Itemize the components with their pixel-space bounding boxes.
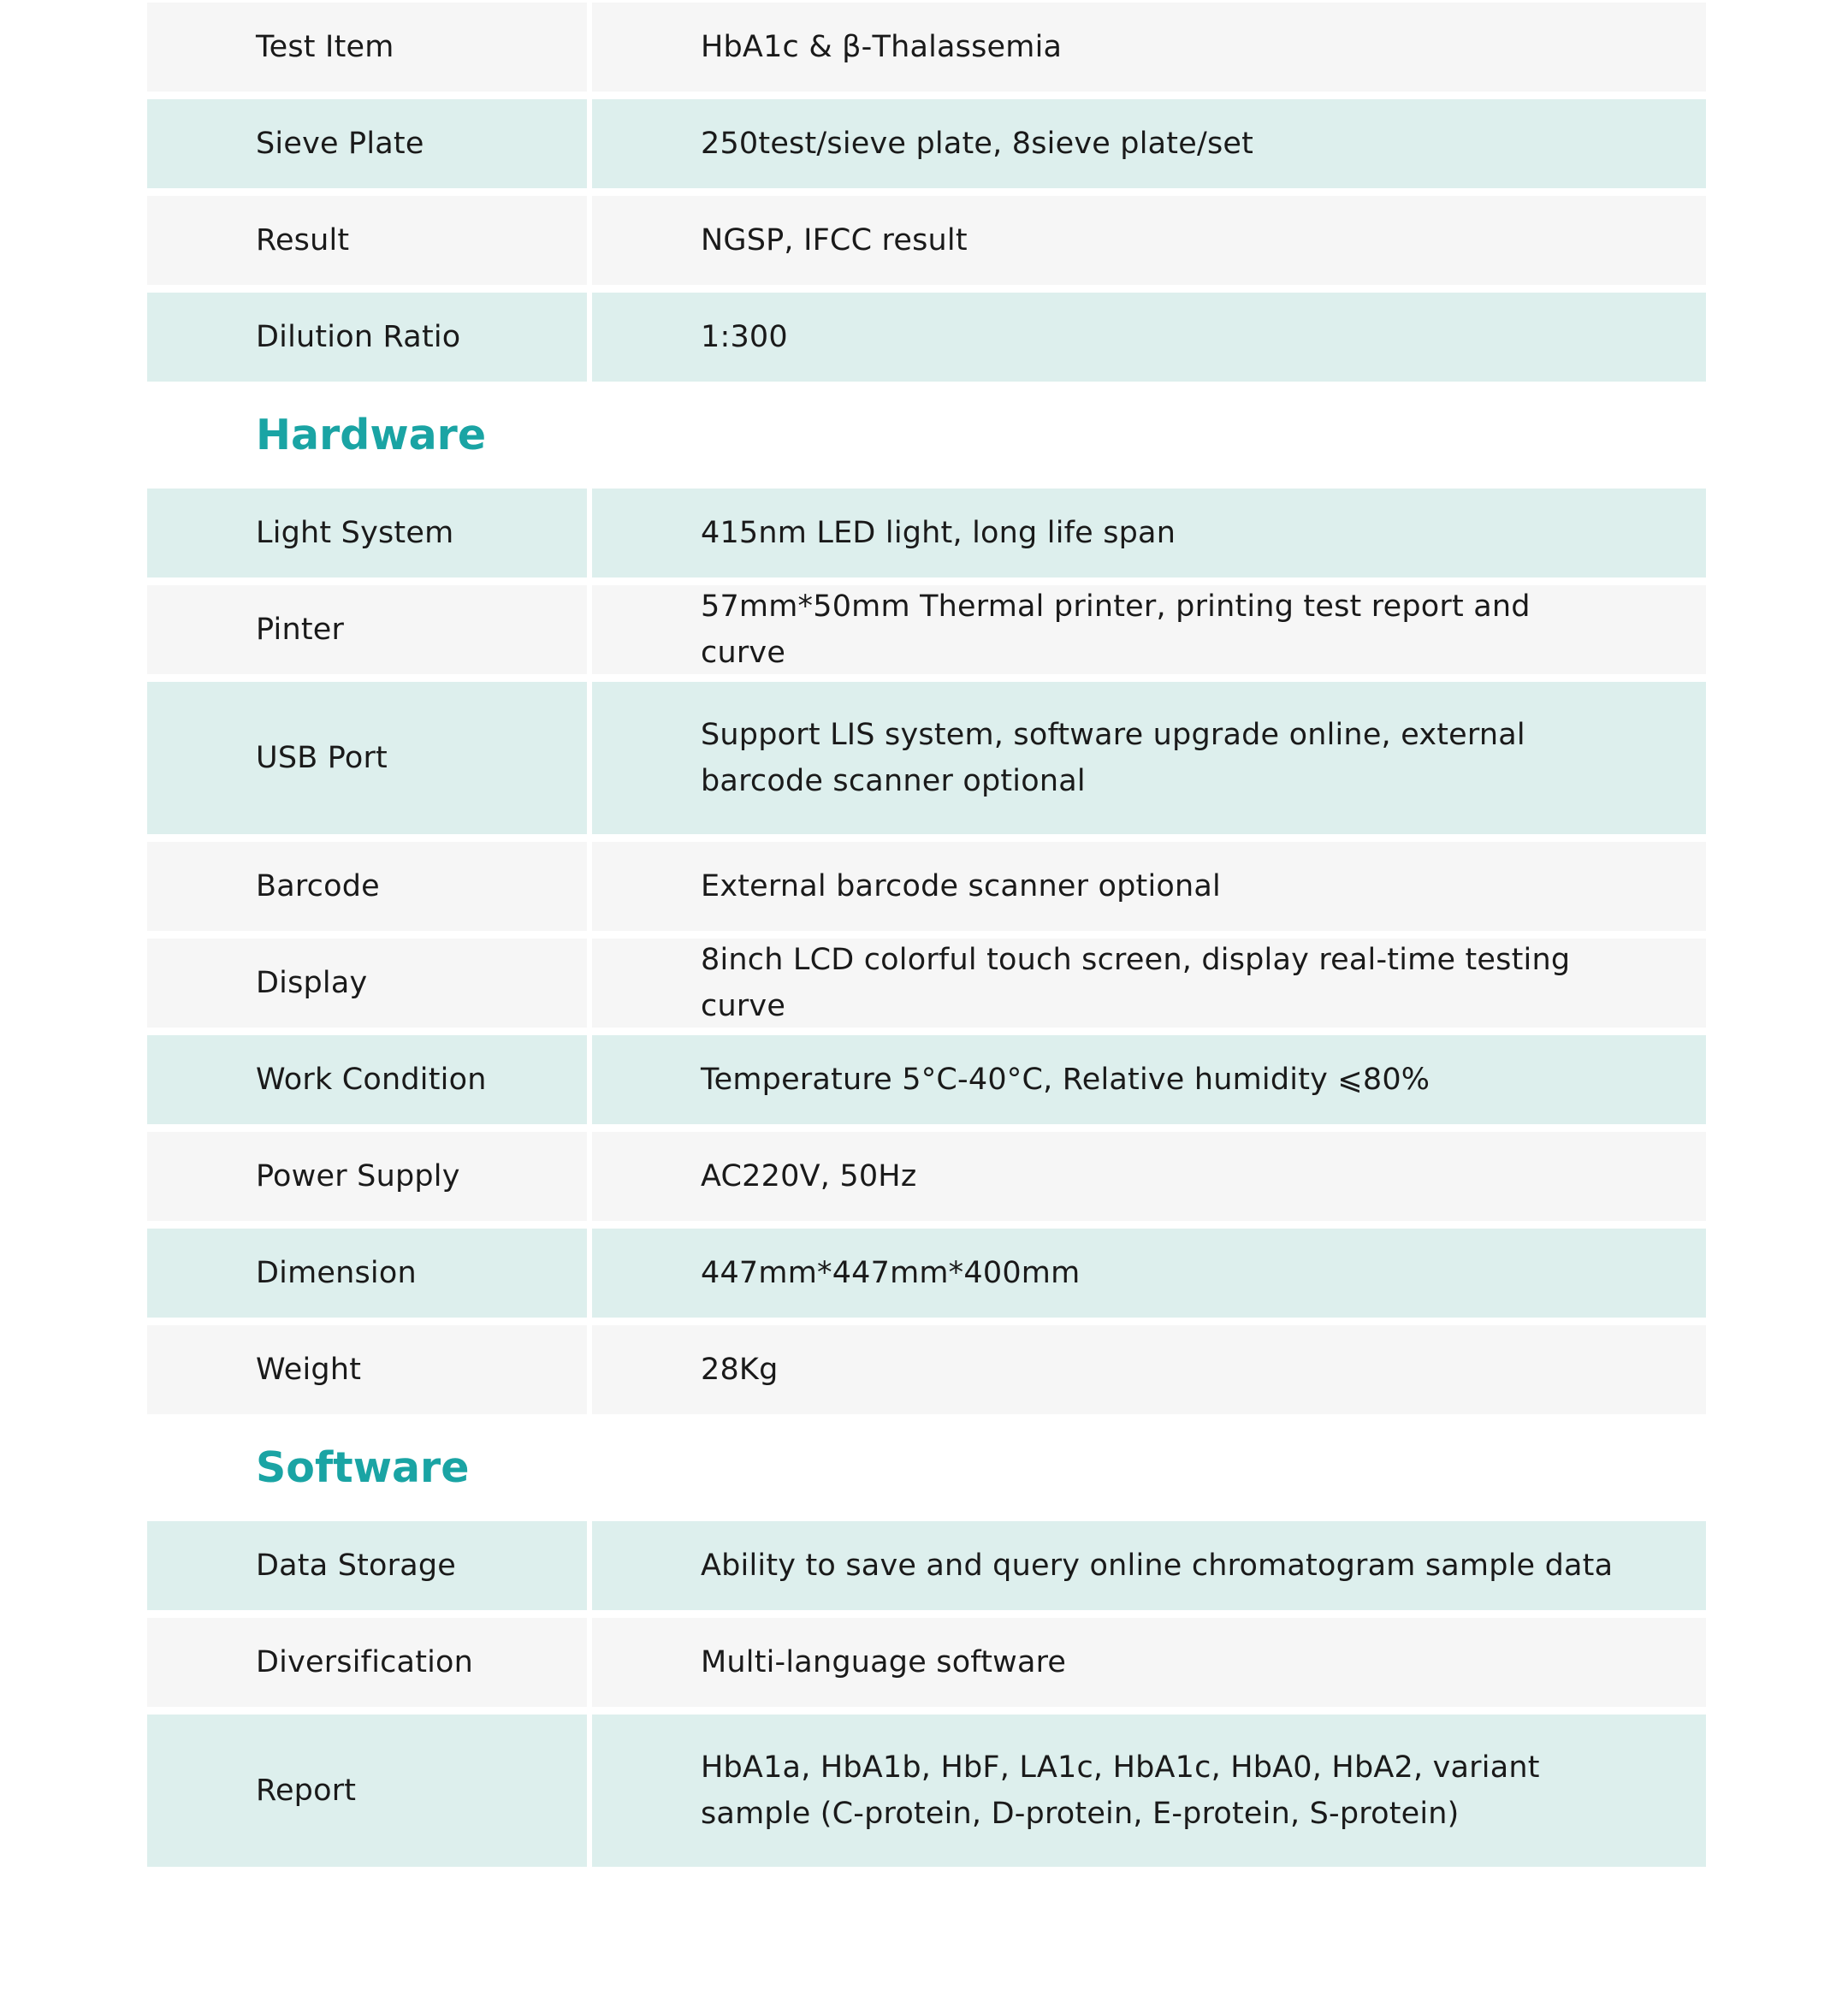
spec-row-usb-port [147,682,1706,834]
spec-label: Weight [147,1325,587,1414]
spec-value: Temperature 5°C-40°C, Relative humidity ⩽80% [592,1035,1706,1124]
spec-value: HbA1a, HbA1b, HbF, LA1c, HbA1c, HbA0, HbA2, variant sample (C-protein, D-protein, E-protein, S-protein) [592,1715,1706,1867]
spec-label: Sieve Plate [147,99,587,188]
spec-row-diversification [147,1618,1706,1707]
spec-row-data-storage [147,1521,1706,1610]
spec-label: Dilution Ratio [147,293,587,382]
spec-row-printer [147,585,1706,674]
spec-value: 250test/sieve plate, 8sieve plate/set [592,99,1706,188]
spec-row-test-item [147,3,1706,92]
spec-row-result [147,196,1706,285]
spec-row-weight [147,1325,1706,1414]
spec-label: Diversification [147,1618,587,1707]
spec-row-report [147,1715,1706,1867]
spec-row-display [147,939,1706,1028]
spec-label: Dimension [147,1229,587,1318]
spec-row-light-system [147,489,1706,577]
spec-label: Display [147,939,587,1028]
spec-row-dimension [147,1229,1706,1318]
spec-sheet [147,3,1706,1875]
spec-value: External barcode scanner optional [592,842,1706,931]
spec-label: USB Port [147,682,587,834]
section-title-hardware: Hardware [256,411,487,459]
spec-value: AC220V, 50Hz [592,1132,1706,1221]
spec-row-power-supply [147,1132,1706,1221]
spec-value: 57mm*50mm Thermal printer, printing test report and curve [592,585,1706,674]
spec-row-work-condition [147,1035,1706,1124]
spec-label: Result [147,196,587,285]
spec-value: Multi-language software [592,1618,1706,1707]
spec-value: 447mm*447mm*400mm [592,1229,1706,1318]
spec-value: 1:300 [592,293,1706,382]
spec-label: Pinter [147,585,587,674]
spec-row-dilution-ratio [147,293,1706,382]
spec-value: 8inch LCD colorful touch screen, display real-time testing curve [592,939,1706,1028]
spec-label: Light System [147,489,587,577]
spec-label: Report [147,1715,587,1867]
spec-label: Data Storage [147,1521,587,1610]
spec-label: Barcode [147,842,587,931]
spec-value: Support LIS system, software upgrade online, external barcode scanner optional [592,682,1706,834]
spec-value: Ability to save and query online chromatogram sample data [592,1521,1706,1610]
spec-label: Work Condition [147,1035,587,1124]
spec-label: Power Supply [147,1132,587,1221]
section-title-software: Software [256,1443,470,1492]
spec-value: 28Kg [592,1325,1706,1414]
spec-row-barcode [147,842,1706,931]
spec-label: Test Item [147,3,587,92]
spec-row-sieve-plate [147,99,1706,188]
spec-value: HbA1c & β-Thalassemia [592,3,1706,92]
spec-value: NGSP, IFCC result [592,196,1706,285]
spec-value: 415nm LED light, long life span [592,489,1706,577]
